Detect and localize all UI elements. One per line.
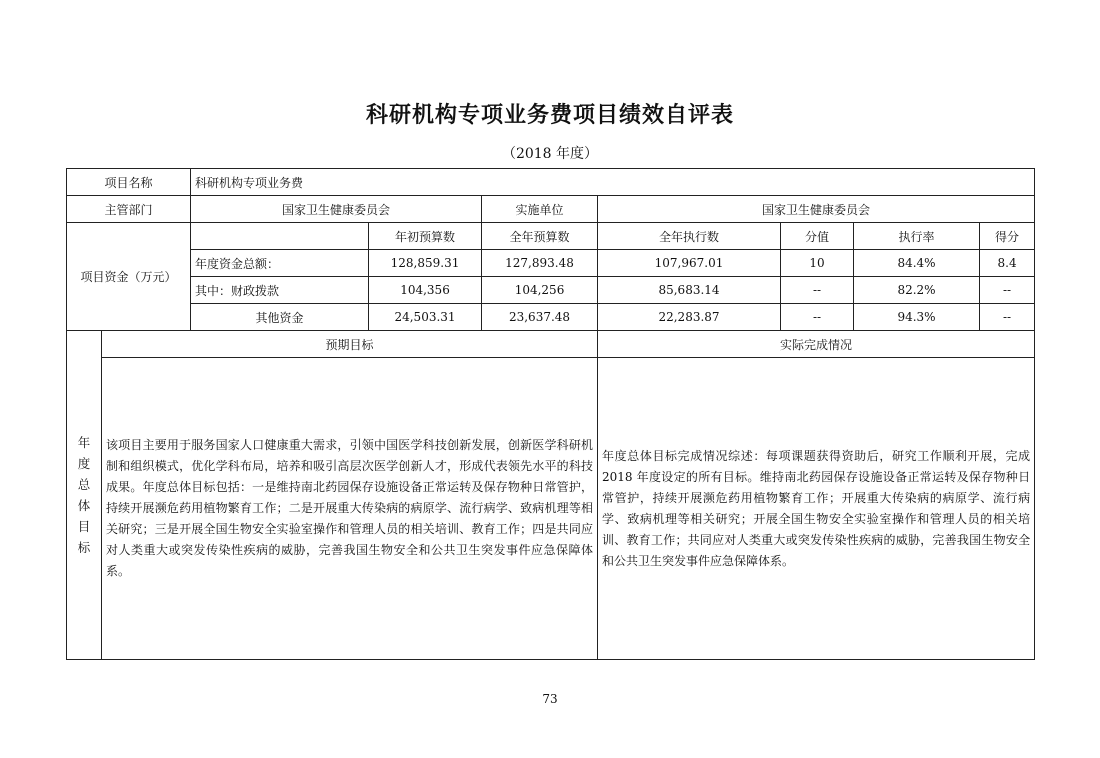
project-name-value: 科研机构专项业务费 <box>191 169 1035 196</box>
goals-side-char: 标 <box>77 540 91 555</box>
page-title: 科研机构专项业务费项目绩效自评表 <box>365 103 734 128</box>
funds-cell: 94.3% <box>854 304 980 331</box>
project-name-label: 项目名称 <box>67 169 191 196</box>
funds-header-cell: 年初预算数 <box>369 223 482 250</box>
page-subtitle: （2018 年度） <box>501 146 599 162</box>
funds-header-cell: 全年执行数 <box>598 223 781 250</box>
performance-table <box>66 168 1035 660</box>
goals-side-char: 体 <box>77 498 91 513</box>
funds-row-other <box>67 304 1035 331</box>
unit-label: 实施单位 <box>482 196 598 223</box>
funds-cell: 10 <box>781 250 854 277</box>
project-name-row <box>67 169 1035 196</box>
funds-cell: 24,503.31 <box>369 304 482 331</box>
dept-row <box>67 196 1035 223</box>
funds-header-row <box>67 223 1035 250</box>
funds-cell: 84.4% <box>854 250 980 277</box>
funds-cell: -- <box>781 304 854 331</box>
dept-label: 主管部门 <box>67 196 191 223</box>
funds-cell: -- <box>781 277 854 304</box>
funds-label: 项目资金（万元） <box>67 223 191 331</box>
funds-cell: 8.4 <box>980 250 1035 277</box>
funds-cell: 104,256 <box>482 277 598 304</box>
unit-value: 国家卫生健康委员会 <box>598 196 1035 223</box>
funds-cell: 22,283.87 <box>598 304 781 331</box>
funds-cell: 107,967.01 <box>598 250 781 277</box>
funds-cell: 128,859.31 <box>369 250 482 277</box>
funds-cell: 85,683.14 <box>598 277 781 304</box>
funds-row-fiscal <box>67 277 1035 304</box>
funds-row-total <box>67 250 1035 277</box>
page-number: 73 <box>542 692 558 706</box>
expected-goal-header: 预期目标 <box>102 331 598 358</box>
funds-header-blank <box>191 223 369 250</box>
goals-side-char: 度 <box>77 456 91 471</box>
funds-row-label: 年度资金总额： <box>191 250 369 277</box>
goals-header-row <box>67 331 1035 358</box>
actual-result-text: 年度总体目标完成情况综述：每项课题获得资助后，研究工作顺利开展，完成2018 年度设定的所有目标。维持南北药园保存设施设备正常运转及保存物种日常管护，持续开展濒危药用植物繁育工作；开展重大传染病的病原学、流行病学、致病机理等相关研究；开展全国生物安全实验室操作和管理人员的相关培训、教育工作；共同应对人类重大或突发传染性疾病的威胁，完善我国生物安全和公共卫生突发事件应急保障体系。 <box>598 358 1035 660</box>
funds-row-label: 其他资金 <box>191 304 369 331</box>
funds-cell: -- <box>980 277 1035 304</box>
actual-result-header: 实际完成情况 <box>598 331 1035 358</box>
funds-header-cell: 分值 <box>781 223 854 250</box>
funds-header-cell: 得分 <box>980 223 1035 250</box>
goals-content-row <box>67 358 1035 660</box>
dept-value: 国家卫生健康委员会 <box>191 196 482 223</box>
funds-cell: 23,637.48 <box>482 304 598 331</box>
goals-side-label <box>67 331 102 660</box>
funds-row-label: 其中：财政拨款 <box>191 277 369 304</box>
funds-header-cell: 执行率 <box>854 223 980 250</box>
goals-side-char: 目 <box>77 519 91 534</box>
funds-cell: 82.2% <box>854 277 980 304</box>
expected-goal-text: 该项目主要用于服务国家人口健康重大需求，引领中国医学科技创新发展，创新医学科研机制和组织模式，优化学科布局，培养和吸引高层次医学创新人才，形成代表领先水平的科技成果。年度总体目标包括：一是维持南北药园保存设施设备正常运转及保存物种日常管护，持续开展濒危药用植物繁育工作；二是开展重大传染病的病原学、流行病学、致病机理等相关研究；三是开展全国生物安全实验室操作和管理人员的相关培训、教育工作；四是共同应对人类重大或突发传染性疾病的威胁，完善我国生物安全和公共卫生突发事件应急保障体系。 <box>102 358 598 660</box>
funds-header-cell: 全年预算数 <box>482 223 598 250</box>
funds-cell: -- <box>980 304 1035 331</box>
funds-cell: 127,893.48 <box>482 250 598 277</box>
goals-side-char: 年 <box>77 435 91 450</box>
funds-cell: 104,356 <box>369 277 482 304</box>
goals-side-char: 总 <box>77 477 91 492</box>
